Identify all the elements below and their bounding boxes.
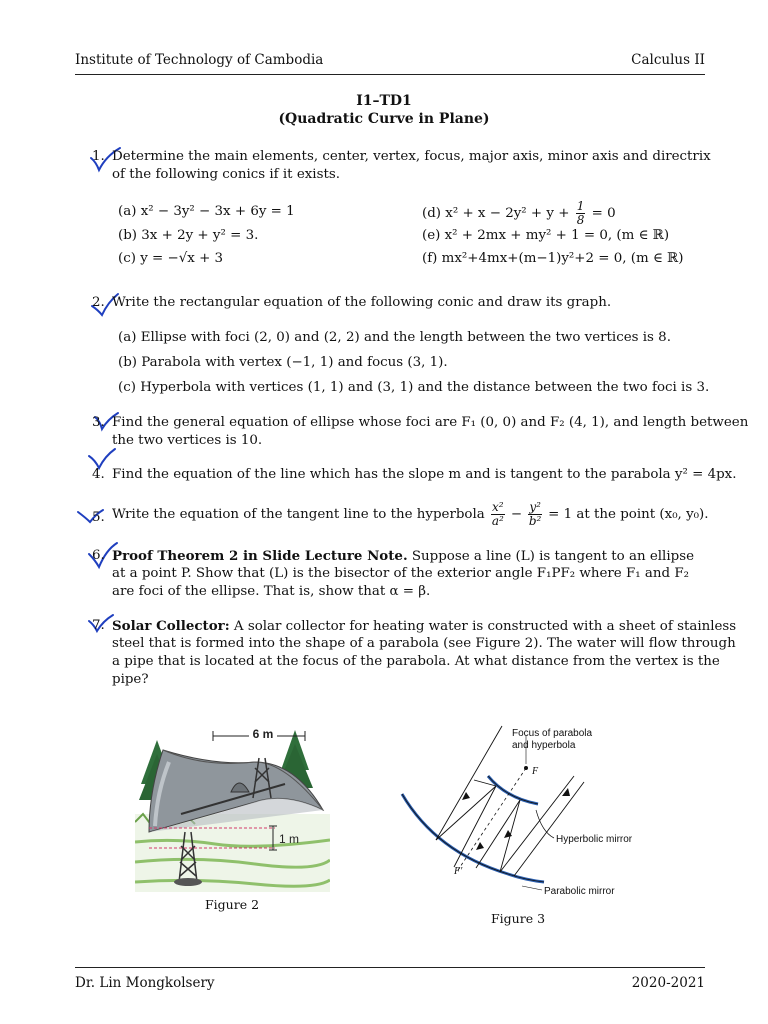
q1-text-line1: Determine the main elements, center, vertex, focus, major axis, minor axis and directrix (112, 149, 711, 164)
q5-minus: − (506, 507, 527, 522)
focus-point (524, 766, 528, 770)
q1-item-d-post: = 0 (587, 206, 616, 221)
hyperbolic-mirror-label: Hyperbolic mirror (556, 834, 633, 845)
depth-label: 1 m (279, 832, 300, 846)
footer-author: Dr. Lin Mongkolsery (75, 975, 215, 991)
q7-text-line3: a pipe that is located at the focus of the parabola. At what distance from the vertex is the (112, 654, 720, 669)
q6-text-line3: are foci of the ellipse. That is, show that α = β. (112, 584, 431, 599)
q6-text1: Suppose a line (L) is tangent to an ellipse (407, 549, 694, 564)
q4-number: 4. (92, 467, 105, 482)
footer-rule (75, 967, 705, 968)
header-course: Calculus II (631, 52, 705, 68)
q1-item-e: (e) x² + 2mx + my² + 1 = 0, (m ∈ ℝ) (422, 228, 670, 243)
q7-text-line4: pipe? (112, 672, 149, 687)
q7-text-line1 (112, 618, 736, 634)
q2-item-b: (b) Parabola with vertex (−1, 1) and focus (3, 1). (118, 355, 448, 370)
q1-number: 1. (92, 149, 105, 164)
q7-text-line2: steel that is formed into the shape of a parabola (see Figure 2). The water will flow through (112, 636, 736, 651)
q6-bold-title: Proof Theorem 2 in Slide Lecture Note. (112, 548, 408, 564)
fraction-numerator: x² (492, 500, 504, 514)
q6-number: 6. (92, 548, 105, 563)
q1-item-a: (a) x² − 3y² − 3x + 6y = 1 (118, 204, 295, 219)
fraction-numerator: y² (529, 500, 541, 514)
q7-text1: A solar collector for heating water is constructed with a sheet of stainless (229, 619, 737, 634)
q1-item-b: (b) 3x + 2y + y² = 3. (118, 228, 259, 243)
q6-text-line1 (112, 548, 694, 564)
q3-text-line2: the two vertices is 10. (112, 433, 263, 448)
q3-number: 3. (92, 415, 105, 430)
hyperbolic-mirror (488, 776, 538, 804)
fraction-y2-b2 (528, 501, 542, 528)
parabolic-mirror-label: Parabolic mirror (544, 886, 615, 897)
focus-label-line1: Focus of parabola (512, 728, 593, 739)
tower-base (174, 878, 202, 886)
q1-item-d-pre: (d) x² + x − 2y² + y + (422, 206, 574, 221)
q5-text-post: = 1 at the point (x₀, y₀). (543, 507, 709, 522)
q5-number: 5. (92, 510, 105, 525)
q5-text (112, 498, 709, 532)
footer-year: 2020-2021 (631, 975, 705, 991)
fraction-numerator: 1 (576, 199, 585, 213)
page-header (75, 52, 705, 72)
doc-title: I1–TD1 (356, 93, 412, 109)
figure-2-caption: Figure 2 (205, 897, 260, 912)
focus-f-label: F (532, 766, 539, 777)
q5-text-pre: Write the equation of the tangent line to the hyperbola (112, 507, 490, 522)
figure-3-mirror-diagram (396, 722, 656, 902)
q1-item-f: (f) mx²+4mx+(m−1)y²+2 = 0, (m ∈ ℝ) (422, 251, 684, 266)
q3-text-line1: Find the general equation of ellipse whose foci are F₁ (0, 0) and F₂ (4, 1), and length between (112, 415, 749, 430)
focus-label-line2: and hyperbola (512, 740, 576, 751)
q7-number: 7. (92, 618, 105, 633)
focus-f-prime-label: F′ (454, 866, 463, 877)
figure-3-caption: Figure 3 (491, 911, 546, 926)
page-footer (75, 975, 705, 991)
fraction-denominator: 8 (576, 213, 585, 227)
fraction-one-eighth (576, 200, 586, 227)
q4-text: Find the equation of the line which has the slope m and is tangent to the parabola y² = 4px. (112, 467, 737, 482)
fraction-x2-a2 (491, 501, 505, 528)
width-label: 6 m (252, 727, 274, 741)
q1-item-c: (c) y = −√x + 3 (118, 251, 224, 266)
fraction-denominator: a² (491, 514, 504, 528)
header-rule (75, 74, 705, 75)
fraction-denominator: b² (528, 514, 542, 528)
q1-item-d (422, 200, 616, 227)
q7-bold-title: Solar Collector: (112, 618, 230, 634)
figure-2-solar-collector (135, 722, 330, 892)
q2-number: 2. (92, 295, 105, 310)
q6-text-line2: at a point P. Show that (L) is the bisector of the exterior angle F₁PF₂ where F₁ and F₂ (112, 566, 689, 581)
q2-item-a: (a) Ellipse with foci (2, 0) and (2, 2) and the length between the two vertices is 8. (118, 330, 671, 345)
q2-item-c: (c) Hyperbola with vertices (1, 1) and (3, 1) and the distance between the two foci is 3. (118, 380, 710, 395)
q1-text-line2: of the following conics if it exists. (112, 167, 340, 182)
doc-subtitle: (Quadratic Curve in Plane) (278, 111, 490, 127)
header-institute: Institute of Technology of Cambodia (75, 52, 324, 68)
q2-text: Write the rectangular equation of the following conic and draw its graph. (112, 295, 612, 310)
